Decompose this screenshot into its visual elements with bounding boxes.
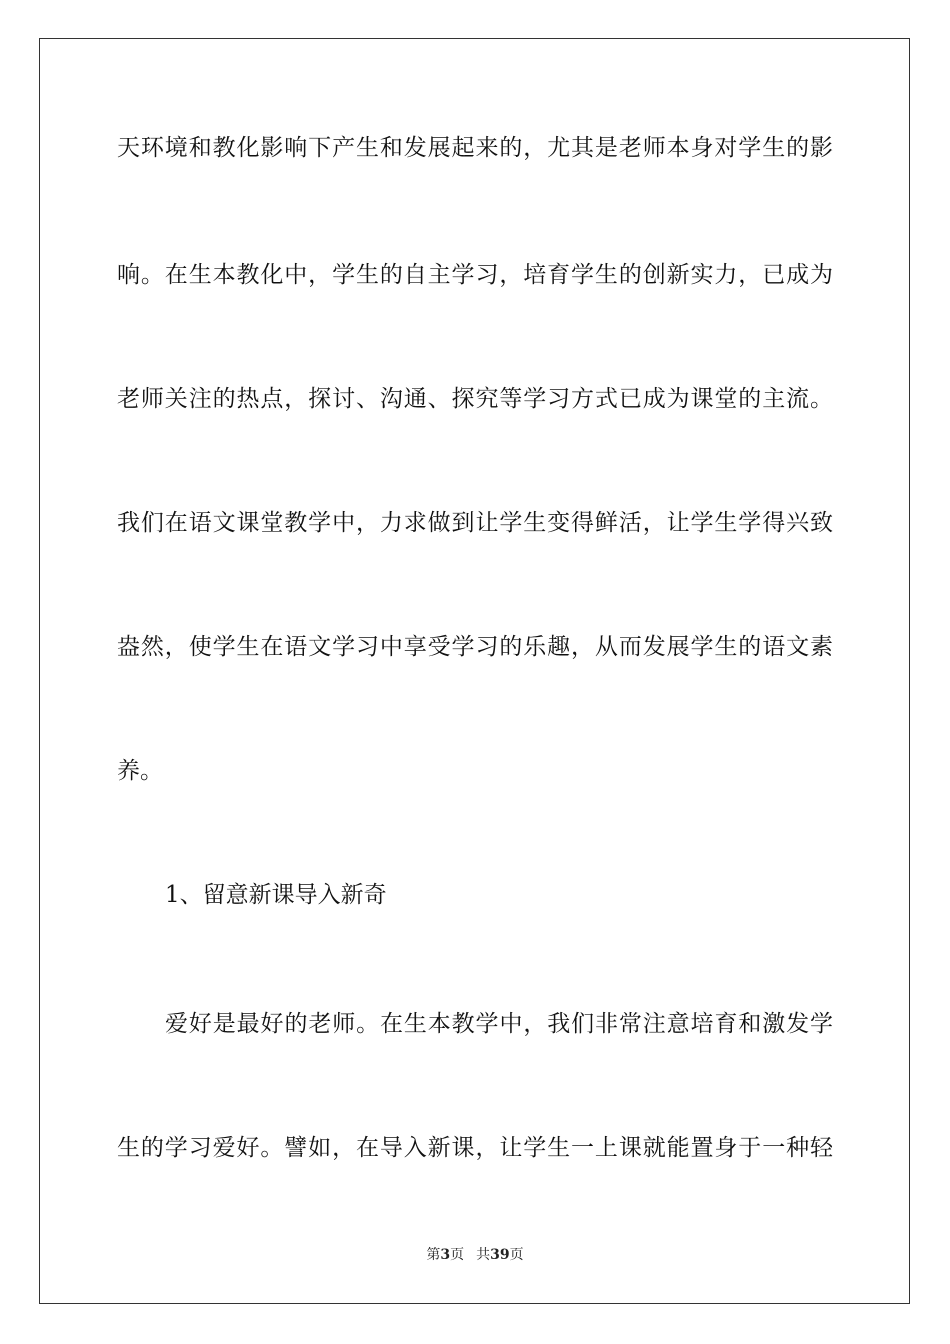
page-total: 39	[490, 1247, 510, 1263]
body-text-line-3: 老师关注的热点，探讨、沟通、探究等学习方式已成为课堂的主流。	[117, 386, 833, 412]
total-label-prefix: 共	[476, 1247, 491, 1263]
paragraph-line-1: 爱好是最好的老师。在生本教学中，我们非常注意培育和激发学	[165, 1011, 833, 1037]
total-label-suffix: 页	[509, 1247, 524, 1263]
body-text-line-5: 盎然，使学生在语文学习中享受学习的乐趣，从而发展学生的语文素	[117, 634, 833, 660]
page-number: 3	[440, 1247, 451, 1263]
page-label-suffix: 页	[450, 1247, 465, 1263]
paragraph-line-2: 生的学习爱好。譬如，在导入新课，让学生一上课就能置身于一种轻	[117, 1135, 833, 1161]
body-text-line-4: 我们在语文课堂教学中，力求做到让学生变得鲜活，让学生学得兴致	[117, 510, 833, 536]
body-text-line-6: 养。	[117, 758, 163, 784]
body-text-line-2: 响。在生本教化中，学生的自主学习，培育学生的创新实力，已成为	[117, 262, 833, 288]
page-border	[39, 38, 910, 1304]
page-footer	[0, 1245, 950, 1265]
page-label-prefix: 第	[426, 1247, 441, 1263]
section-heading: 1、留意新课导入新奇	[165, 882, 387, 908]
body-text-line-1: 天环境和教化影响下产生和发展起来的，尤其是老师本身对学生的影	[117, 135, 833, 161]
